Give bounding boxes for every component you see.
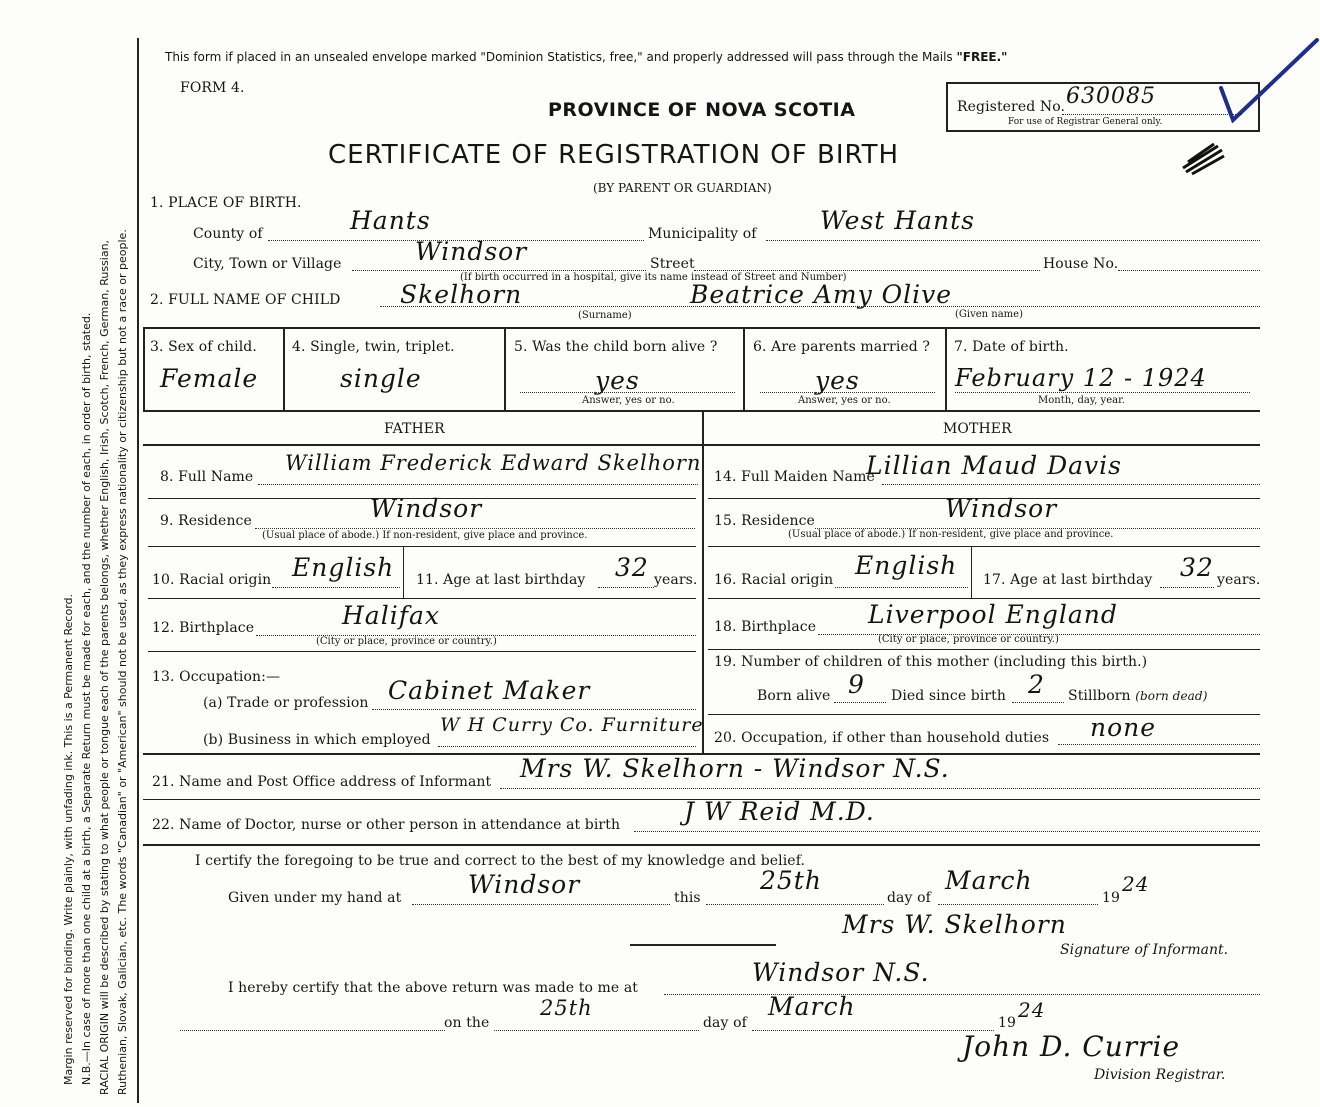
doctor-label: 22. Name of Doctor, nurse or other person in attendance at birth — [152, 817, 621, 833]
on-the-label: on the — [444, 1015, 490, 1031]
mother-residence-label: 15. Residence — [714, 513, 815, 529]
married-value: yes — [815, 366, 860, 395]
informant-signature: Mrs W. Skelhorn — [842, 910, 1067, 939]
given-at-label: Given under my hand at — [228, 890, 402, 906]
father-heading: FATHER — [384, 421, 445, 437]
mother-residence-note: (Usual place of abode.) If non-resident, give place and province. — [788, 529, 1114, 540]
died-label: Died since birth — [891, 688, 1007, 704]
registrar-day: 25th — [540, 996, 593, 1020]
form-number: FORM 4. — [180, 80, 245, 96]
reg-year-prefix: 19 — [998, 1015, 1017, 1031]
mother-racial-value: English — [855, 551, 958, 580]
sex-value: Female — [160, 364, 259, 393]
county-label: County of — [193, 226, 263, 242]
mother-occupation-label: 20. Occupation, if other than household duties — [714, 730, 1050, 746]
mother-occupation-value: none — [1090, 713, 1157, 742]
mother-residence-value: Windsor — [945, 494, 1058, 523]
registrar-note: For use of Registrar General only. — [1008, 117, 1163, 127]
born-alive-value: yes — [595, 366, 640, 395]
stillborn-label: Stillborn (born dead) — [1068, 688, 1208, 704]
mother-years-label: years. — [1217, 572, 1261, 588]
father-occupation-label: 13. Occupation:— — [152, 669, 281, 685]
father-years-label: years. — [654, 572, 698, 588]
father-trade-value: Cabinet Maker — [388, 676, 591, 705]
dob-note: Month, day, year. — [1038, 395, 1125, 406]
registered-number: 630085 — [1066, 84, 1156, 109]
given-caption: (Given name) — [955, 309, 1023, 320]
margin-instructions-2: N.B.—In case of more than one child at a birth, a Separate Return must be made for each, and the number of each, in order of birth, stated. — [80, 312, 93, 1085]
plurality-value: single — [340, 364, 422, 393]
mother-children-label: 19. Number of children of this mother (including this birth.) — [714, 654, 1148, 670]
certificate-title: CERTIFICATE OF REGISTRATION OF BIRTH — [328, 140, 900, 170]
father-birthplace-label: 12. Birthplace — [152, 620, 255, 636]
street-label: Street — [650, 256, 695, 272]
born-alive-count: 9 — [848, 670, 865, 699]
sex-label: 3. Sex of child. — [150, 339, 257, 355]
dob-label: 7. Date of birth. — [954, 339, 1069, 355]
father-birthplace-note: (City or place, province or country.) — [316, 636, 497, 647]
registered-label: Registered No. — [957, 99, 1066, 115]
registrar-month: March — [768, 992, 856, 1021]
place-heading: 1. PLACE OF BIRTH. — [150, 195, 302, 211]
house-label: House No. — [1043, 256, 1119, 272]
mother-name-value: Lillian Maud Davis — [866, 451, 1122, 480]
check-mark-icon — [1215, 38, 1320, 123]
county-value: Hants — [350, 206, 431, 235]
mother-age-value: 32 — [1180, 553, 1214, 582]
father-age-label: 11. Age at last birthday — [416, 572, 586, 588]
married-note: Answer, yes or no. — [798, 395, 891, 406]
father-name-label: 8. Full Name — [160, 469, 254, 485]
certify-statement: I certify the foregoing to be true and correct to the best of my knowledge and belief. — [195, 853, 806, 869]
mother-birthplace-value: Liverpool England — [868, 600, 1118, 629]
margin-instructions-1: Margin reserved for binding. Write plainly, with unfading ink. This is a Permanent Record. — [62, 594, 75, 1085]
given-day: 25th — [760, 866, 822, 895]
father-racial-label: 10. Racial origin — [152, 572, 272, 588]
registered-box — [946, 82, 1260, 132]
reg-day-of-label: day of — [703, 1015, 747, 1031]
father-residence-note: (Usual place of abode.) If non-resident, give place and province. — [262, 530, 588, 541]
certificate-subtitle: (BY PARENT OR GUARDIAN) — [593, 181, 772, 195]
given-month: March — [945, 866, 1033, 895]
father-birthplace-value: Halifax — [342, 601, 440, 630]
father-name-value: William Frederick Edward Skelhorn — [285, 451, 702, 475]
registrar-signature: John D. Currie — [962, 1030, 1181, 1063]
mother-racial-label: 16. Racial origin — [714, 572, 834, 588]
given-at-value: Windsor — [468, 870, 581, 899]
informant-value: Mrs W. Skelhorn - Windsor N.S. — [520, 754, 950, 783]
mother-birthplace-label: 18. Birthplace — [714, 619, 817, 635]
province-title: PROVINCE OF NOVA SCOTIA — [548, 99, 856, 121]
ink-scribble-icon — [1178, 138, 1228, 178]
given-year-suffix: 24 — [1122, 872, 1150, 896]
day-of-label: day of — [887, 890, 931, 906]
father-business-value: W H Curry Co. Furniture — [440, 714, 704, 736]
municipality-label: Municipality of — [648, 226, 757, 242]
mother-birthplace-note: (City or place, province or country.) — [878, 634, 1059, 645]
father-residence-value: Windsor — [370, 494, 483, 523]
father-trade-label: (a) Trade or profession — [203, 695, 369, 711]
born-alive-note: Answer, yes or no. — [582, 395, 675, 406]
municipality-value: West Hants — [820, 206, 975, 235]
born-alive-label: 5. Was the child born alive ? — [514, 339, 718, 355]
city-value: Windsor — [415, 237, 528, 266]
married-label: 6. Are parents married ? — [753, 339, 930, 355]
registrar-place: Windsor N.S. — [752, 958, 930, 987]
given-year-prefix: 19 — [1102, 890, 1121, 906]
father-age-value: 32 — [615, 553, 649, 582]
informant-label: 21. Name and Post Office address of Informant — [152, 774, 492, 790]
born-alive-count-label: Born alive — [757, 688, 831, 704]
city-label: City, Town or Village — [193, 256, 342, 272]
reg-year-suffix: 24 — [1018, 998, 1046, 1022]
doctor-value: J W Reid M.D. — [684, 797, 875, 826]
died-count: 2 — [1028, 670, 1045, 699]
mother-name-label: 14. Full Maiden Name — [714, 469, 875, 485]
child-name-label: 2. FULL NAME OF CHILD — [150, 292, 341, 308]
informant-signature-label: Signature of Informant. — [1060, 942, 1229, 958]
surname-caption: (Surname) — [578, 310, 632, 321]
mail-notice: This form if placed in an unsealed envelope marked "Dominion Statistics, free," and properly addressed will pass through the Mails "FREE." — [165, 50, 1008, 64]
binding-margin-line — [137, 38, 139, 1103]
margin-instructions-3: RACIAL ORIGIN will be described by stating to what people or tongue each of the parents belongs, whether English, Irish, Scotch, French, German, Russian, — [98, 239, 111, 1095]
father-residence-label: 9. Residence — [160, 513, 252, 529]
father-business-label: (b) Business in which employed — [203, 732, 431, 748]
division-registrar-label: Division Registrar. — [1094, 1067, 1226, 1083]
plurality-label: 4. Single, twin, triplet. — [292, 339, 455, 355]
mother-age-label: 17. Age at last birthday — [983, 572, 1153, 588]
child-given-name: Beatrice Amy Olive — [690, 280, 953, 309]
mother-heading: MOTHER — [943, 421, 1012, 437]
margin-instructions-4: Ruthenian, Slovak, Galician, etc. The words "Canadian" or "American" should not be used, as they express nationality or citizenship but not a race or people. — [116, 229, 129, 1095]
father-racial-value: English — [292, 553, 395, 582]
dob-value: February 12 - 1924 — [955, 364, 1207, 392]
this-label: this — [674, 890, 701, 906]
hospital-note: (If birth occurred in a hospital, give its name instead of Street and Number) — [460, 272, 847, 283]
registrar-statement: I hereby certify that the above return was made to me at — [228, 980, 639, 996]
child-surname: Skelhorn — [400, 280, 523, 309]
